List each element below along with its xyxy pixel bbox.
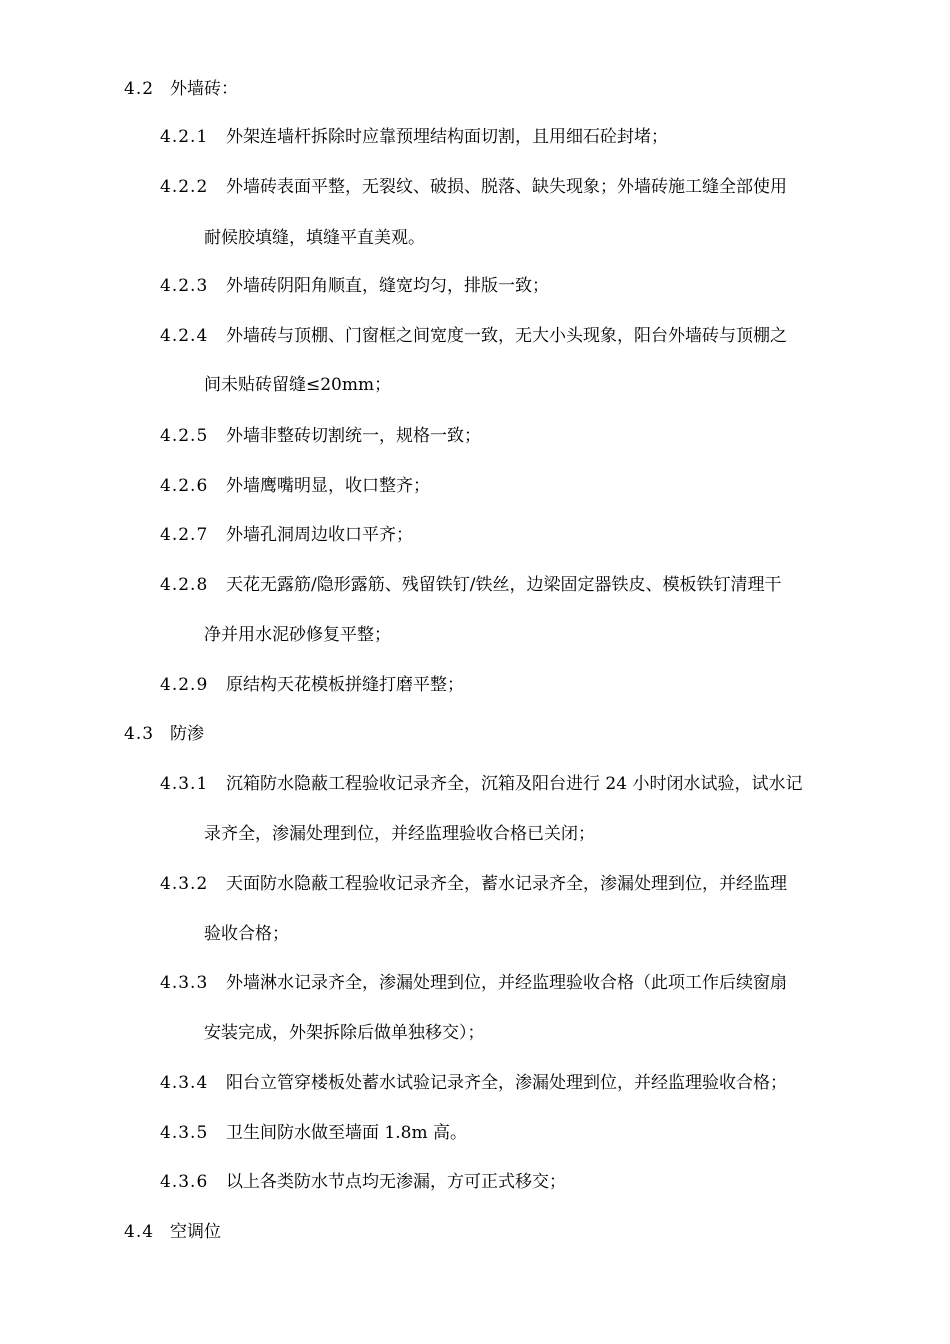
- item-text-continued: 耐候胶填缝，填缝平直美观。: [204, 228, 425, 248]
- item-text: 外墙砖表面平整，无裂纹、破损、脱落、缺失现象；外墙砖施工缝全部使用: [226, 177, 787, 197]
- list-item: [160, 673, 464, 697]
- item-text: 外墙砖与顶棚、门窗框之间宽度一致，无大小头现象，阳台外墙砖与顶棚之: [226, 326, 787, 346]
- section-heading: [124, 722, 204, 746]
- item-number: 4.2.3: [160, 276, 209, 296]
- item-text-continued: 安装完成，外架拆除后做单独移交）；: [204, 1023, 485, 1043]
- section-title: 空调位: [170, 1222, 221, 1242]
- item-number: 4.2.2: [160, 177, 209, 197]
- item-text: 沉箱防水隐蔽工程验收记录齐全，沉箱及阳台进行 24 小时闭水试验，试水记: [226, 774, 803, 794]
- section-title: 防渗: [170, 724, 204, 744]
- section-number: 4.2: [124, 79, 155, 99]
- item-text: 以上各类防水节点均无渗漏，方可正式移交；: [226, 1172, 566, 1192]
- item-text-continued: 间未贴砖留缝≤20mm；: [204, 375, 392, 395]
- item-number: 4.3.3: [160, 973, 209, 993]
- list-item: [160, 424, 481, 448]
- item-text: 天花无露筋/隐形露筋、残留铁钉/铁丝，边梁固定器铁皮、模板铁钉清理干: [226, 575, 782, 595]
- item-text: 阳台立管穿楼板处蓄水试验记录齐全，渗漏处理到位，并经监理验收合格；: [226, 1073, 787, 1093]
- item-text-continued: 录齐全，渗漏处理到位，并经监理验收合格已关闭；: [204, 824, 595, 844]
- list-item: [160, 175, 787, 199]
- item-number: 4.2.4: [160, 326, 209, 346]
- item-number: 4.2.9: [160, 675, 209, 695]
- item-text: 天面防水隐蔽工程验收记录齐全，蓄水记录齐全，渗漏处理到位，并经监理: [226, 874, 787, 894]
- list-item: [160, 274, 549, 298]
- item-text: 外墙非整砖切割统一，规格一致；: [226, 426, 481, 446]
- item-text: 外墙淋水记录齐全，渗漏处理到位，并经监理验收合格（此项工作后续窗扇: [226, 973, 787, 993]
- item-text: 外架连墙杆拆除时应靠预埋结构面切割，且用细石砼封堵；: [226, 127, 668, 147]
- section-heading: [124, 77, 238, 101]
- item-number: 4.2.8: [160, 575, 209, 595]
- item-text: 卫生间防水做至墙面 1.8m 高。: [226, 1123, 467, 1143]
- item-number: 4.3.1: [160, 774, 209, 794]
- list-item: [160, 523, 413, 547]
- item-text: 外墙砖阴阳角顺直，缝宽均匀，排版一致；: [226, 276, 549, 296]
- list-item: [160, 474, 430, 498]
- item-number: 4.2.7: [160, 525, 209, 545]
- list-item: [160, 971, 787, 995]
- list-item: [160, 573, 781, 597]
- section-number: 4.4: [124, 1222, 155, 1242]
- list-item: [160, 1170, 566, 1194]
- item-number: 4.2.6: [160, 476, 209, 496]
- list-item: [160, 1121, 467, 1145]
- item-number: 4.2.1: [160, 127, 209, 147]
- item-text: 原结构天花模板拼缝打磨平整；: [226, 675, 464, 695]
- list-item: [160, 872, 787, 896]
- item-number: 4.3.5: [160, 1123, 209, 1143]
- item-number: 4.3.2: [160, 874, 209, 894]
- item-text: 外墙鹰嘴明显，收口整齐；: [226, 476, 430, 496]
- list-item: [160, 324, 787, 348]
- section-number: 4.3: [124, 724, 155, 744]
- list-item: [160, 772, 802, 796]
- list-item: [160, 1071, 787, 1095]
- section-title: 外墙砖：: [170, 79, 238, 99]
- item-number: 4.3.6: [160, 1172, 209, 1192]
- list-item: [160, 125, 668, 149]
- section-heading: [124, 1220, 221, 1244]
- item-text: 外墙孔洞周边收口平齐；: [226, 525, 413, 545]
- item-text-continued: 净并用水泥砂修复平整；: [204, 625, 391, 645]
- item-number: 4.3.4: [160, 1073, 209, 1093]
- item-number: 4.2.5: [160, 426, 209, 446]
- item-text-continued: 验收合格；: [204, 924, 289, 944]
